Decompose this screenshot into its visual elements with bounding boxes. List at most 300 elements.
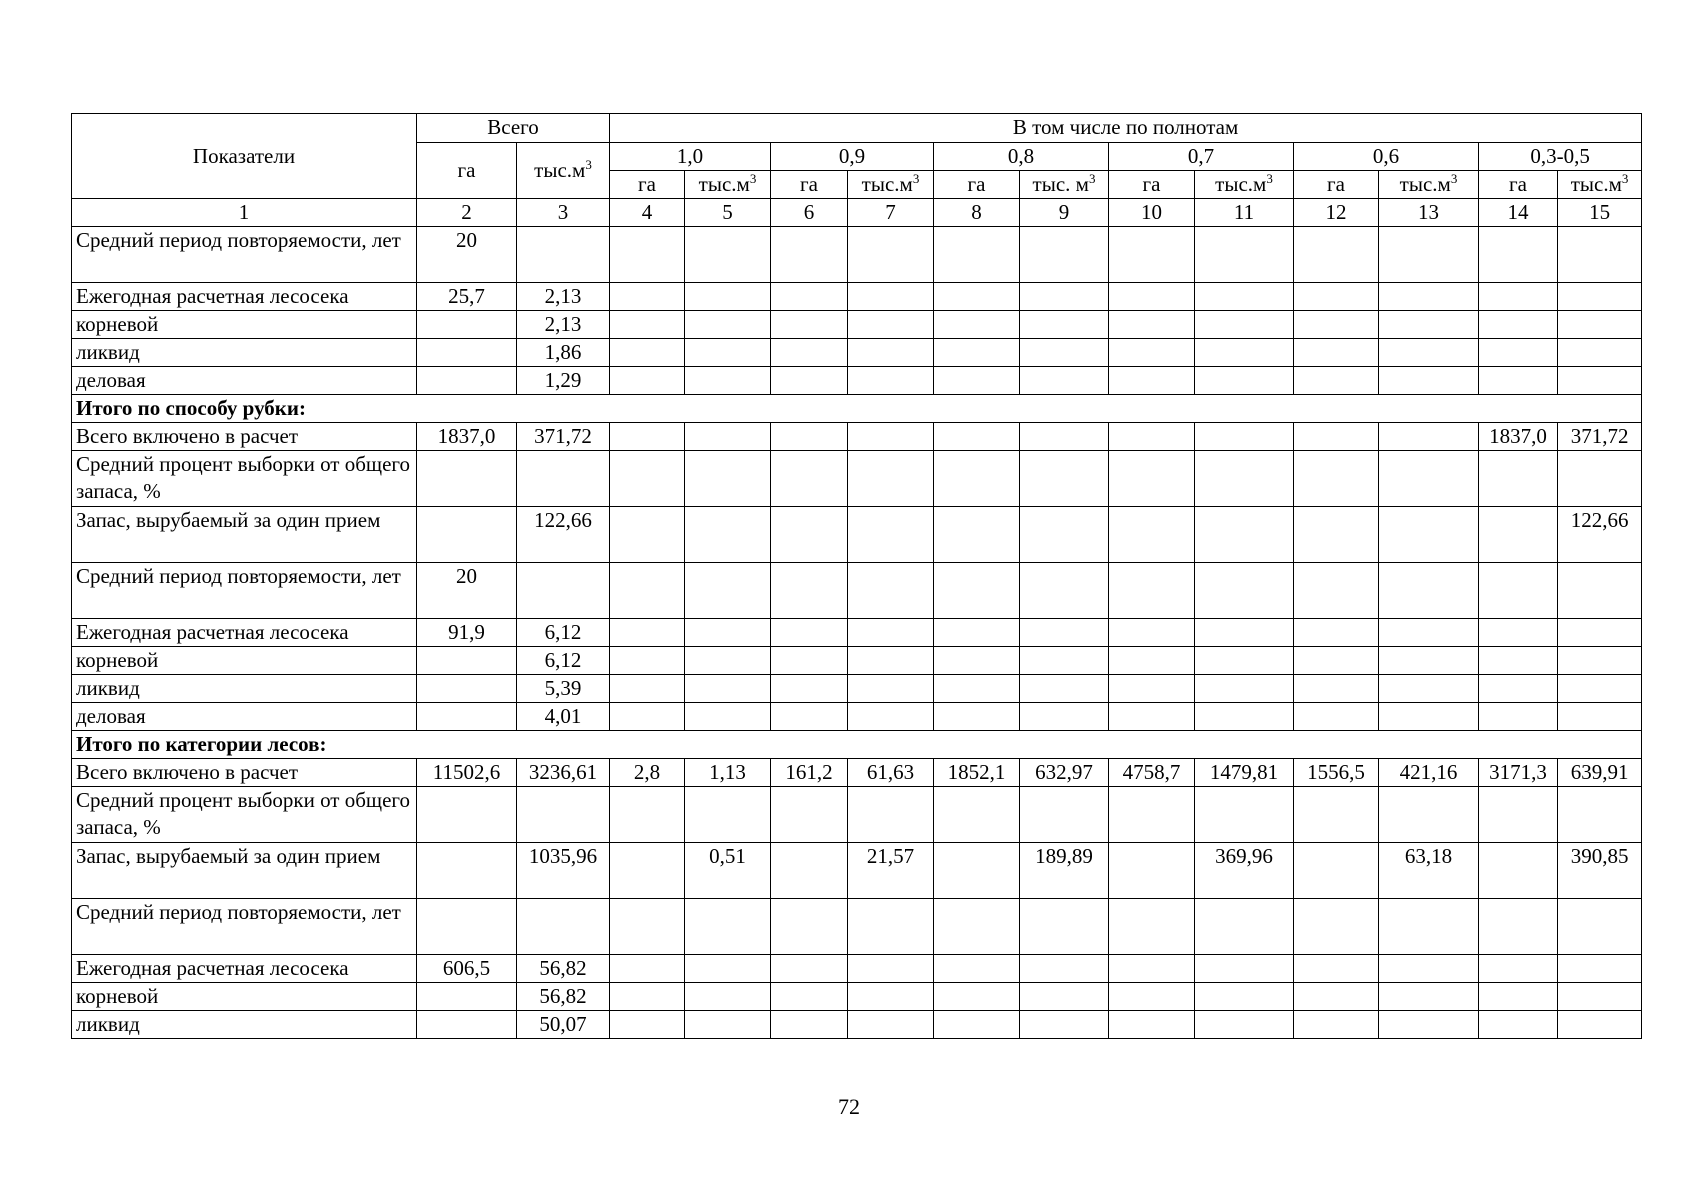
section-title: Итого по способу рубки:	[72, 395, 1642, 423]
table-cell	[1109, 283, 1195, 311]
table-cell: 4758,7	[1109, 759, 1195, 787]
row-label: деловая	[72, 703, 417, 731]
table-cell	[1479, 675, 1558, 703]
table-cell	[1479, 367, 1558, 395]
row-label: корневой	[72, 647, 417, 675]
table-cell	[848, 507, 934, 563]
header-density-3: 0,8	[934, 143, 1109, 171]
table-cell	[1020, 983, 1109, 1011]
table-cell	[610, 227, 685, 283]
table-cell	[771, 227, 848, 283]
row-label: Средний процент выборки от общего запаса, %	[72, 451, 417, 507]
table-row	[72, 983, 1642, 1011]
table-cell	[517, 899, 610, 955]
table-cell	[610, 983, 685, 1011]
table-cell	[1020, 675, 1109, 703]
table-cell	[685, 367, 771, 395]
table-cell: 161,2	[771, 759, 848, 787]
header-ha: га	[1479, 171, 1558, 199]
column-index: 13	[1379, 199, 1479, 227]
table-cell	[1195, 227, 1294, 283]
table-cell: 1035,96	[517, 843, 610, 899]
table-cell: 61,63	[848, 759, 934, 787]
table-cell	[1020, 423, 1109, 451]
table-cell	[610, 283, 685, 311]
table-cell	[1479, 647, 1558, 675]
row-label: корневой	[72, 311, 417, 339]
table-cell	[1294, 983, 1379, 1011]
header-ha: га	[771, 171, 848, 199]
table-cell	[1109, 507, 1195, 563]
table-cell	[1479, 955, 1558, 983]
table-cell	[1109, 703, 1195, 731]
table-cell	[934, 311, 1020, 339]
table-cell	[685, 703, 771, 731]
table-cell	[610, 451, 685, 507]
table-cell	[1479, 563, 1558, 619]
table-cell: 122,66	[1558, 507, 1642, 563]
table-cell	[1020, 703, 1109, 731]
table-cell	[417, 451, 517, 507]
header-ha: га	[934, 171, 1020, 199]
column-index: 4	[610, 199, 685, 227]
table-cell	[1379, 507, 1479, 563]
table-cell	[1109, 843, 1195, 899]
header-density-5: 0,6	[1294, 143, 1479, 171]
table-cell: 56,82	[517, 955, 610, 983]
table-cell	[1294, 451, 1379, 507]
section-row	[72, 731, 1642, 759]
table-cell	[417, 1011, 517, 1039]
table-cell	[610, 563, 685, 619]
row-label: Средний период повторяемости, лет	[72, 227, 417, 283]
table-cell	[934, 619, 1020, 647]
table-cell	[1479, 787, 1558, 843]
table-cell	[1379, 451, 1479, 507]
table-cell	[1020, 339, 1109, 367]
table-cell	[1479, 619, 1558, 647]
table-cell: 2,13	[517, 283, 610, 311]
table-cell	[848, 227, 934, 283]
table-cell	[685, 451, 771, 507]
table-cell	[1294, 675, 1379, 703]
table-cell	[934, 675, 1020, 703]
table-cell	[1020, 507, 1109, 563]
table-cell	[1558, 339, 1642, 367]
table-row	[72, 283, 1642, 311]
table-cell	[771, 787, 848, 843]
header-thous-m3: $тыс.м^3$	[848, 171, 934, 199]
table-cell	[1379, 227, 1479, 283]
row-label: Всего включено в расчет	[72, 423, 417, 451]
table-cell	[1109, 367, 1195, 395]
table-cell	[1109, 787, 1195, 843]
table-cell	[1020, 899, 1109, 955]
table-cell: 122,66	[517, 507, 610, 563]
column-index: 6	[771, 199, 848, 227]
table-cell	[771, 1011, 848, 1039]
table-cell: 369,96	[1195, 843, 1294, 899]
table-cell	[1195, 423, 1294, 451]
row-label: Ежегодная расчетная лесосека	[72, 619, 417, 647]
table-cell: 371,72	[517, 423, 610, 451]
table-cell	[685, 899, 771, 955]
table-cell	[771, 311, 848, 339]
table-header	[72, 114, 1642, 227]
table-cell	[1294, 507, 1379, 563]
header-thous-m3: тыс. $м^3$	[1020, 171, 1109, 199]
table-cell	[417, 843, 517, 899]
table-cell: 632,97	[1020, 759, 1109, 787]
table-cell	[417, 983, 517, 1011]
table-cell	[610, 843, 685, 899]
header-total-ha: га	[417, 143, 517, 199]
table-cell	[685, 283, 771, 311]
table-cell: 4,01	[517, 703, 610, 731]
table-cell: 1837,0	[1479, 423, 1558, 451]
table-cell: 20	[417, 227, 517, 283]
table-cell	[771, 955, 848, 983]
table-cell	[771, 283, 848, 311]
table-cell	[1109, 955, 1195, 983]
table-cell	[1195, 451, 1294, 507]
header-ha: га	[1109, 171, 1195, 199]
table-row	[72, 899, 1642, 955]
table-cell: 5,39	[517, 675, 610, 703]
table-cell	[610, 423, 685, 451]
table-cell	[610, 311, 685, 339]
column-index: 9	[1020, 199, 1109, 227]
table-row	[72, 367, 1642, 395]
table-cell	[1558, 227, 1642, 283]
table-cell: 1,86	[517, 339, 610, 367]
table-cell	[934, 1011, 1020, 1039]
column-index: 11	[1195, 199, 1294, 227]
row-label: Средний процент выборки от общего запаса, %	[72, 787, 417, 843]
table-cell	[771, 451, 848, 507]
table-cell	[771, 899, 848, 955]
table-cell	[685, 955, 771, 983]
table-cell	[685, 311, 771, 339]
table-cell: 3171,3	[1479, 759, 1558, 787]
table-row	[72, 647, 1642, 675]
row-label: ликвид	[72, 1011, 417, 1039]
table-cell: 189,89	[1020, 843, 1109, 899]
table-cell	[848, 367, 934, 395]
table-cell	[1020, 647, 1109, 675]
table-cell	[771, 563, 848, 619]
table-cell	[1109, 983, 1195, 1011]
table-cell	[417, 647, 517, 675]
header-thous-m3: $тыс.м^3$	[685, 171, 771, 199]
row-label: ликвид	[72, 675, 417, 703]
table-row	[72, 843, 1642, 899]
table-cell	[517, 563, 610, 619]
table-cell: 371,72	[1558, 423, 1642, 451]
row-label: Запас, вырубаемый за один прием	[72, 843, 417, 899]
table-cell	[771, 703, 848, 731]
table-cell	[1479, 451, 1558, 507]
table-cell	[1195, 507, 1294, 563]
table-cell: 21,57	[848, 843, 934, 899]
header-ha: га	[1294, 171, 1379, 199]
table-cell	[685, 647, 771, 675]
table-cell	[848, 311, 934, 339]
table-cell	[1379, 983, 1479, 1011]
table-cell	[1109, 227, 1195, 283]
table-cell	[1020, 367, 1109, 395]
table-cell	[1558, 955, 1642, 983]
table-cell: 50,07	[517, 1011, 610, 1039]
table-cell	[934, 703, 1020, 731]
table-cell	[1379, 703, 1479, 731]
table-cell	[1294, 367, 1379, 395]
table-cell	[934, 955, 1020, 983]
table-cell	[610, 1011, 685, 1039]
header-density-1: 1,0	[610, 143, 771, 171]
table-row	[72, 675, 1642, 703]
table-cell	[1294, 703, 1379, 731]
table-cell	[417, 339, 517, 367]
table-cell	[685, 339, 771, 367]
table-cell	[848, 451, 934, 507]
table-cell	[934, 451, 1020, 507]
table-cell: 63,18	[1379, 843, 1479, 899]
table-cell	[771, 339, 848, 367]
table-cell	[1294, 339, 1379, 367]
table-cell: 1556,5	[1294, 759, 1379, 787]
table-cell	[1558, 787, 1642, 843]
table-cell	[1558, 703, 1642, 731]
table-cell	[417, 367, 517, 395]
table-cell	[934, 227, 1020, 283]
table-cell: 390,85	[1558, 843, 1642, 899]
table-cell	[1109, 1011, 1195, 1039]
table-cell	[848, 675, 934, 703]
table-cell	[1558, 563, 1642, 619]
table-cell	[1479, 703, 1558, 731]
table-cell	[848, 1011, 934, 1039]
table-cell	[685, 423, 771, 451]
table-cell	[1020, 1011, 1109, 1039]
table-cell	[417, 899, 517, 955]
table-cell	[848, 283, 934, 311]
table-cell	[1195, 339, 1294, 367]
table-cell	[771, 507, 848, 563]
table-cell	[610, 507, 685, 563]
table-cell	[1109, 423, 1195, 451]
header-indicators: Показатели	[72, 114, 417, 199]
table-cell: 3236,61	[517, 759, 610, 787]
table-cell	[1379, 339, 1479, 367]
table-cell	[1294, 619, 1379, 647]
table-cell	[417, 675, 517, 703]
table-cell	[934, 843, 1020, 899]
table-cell	[934, 507, 1020, 563]
table-cell	[685, 619, 771, 647]
table-cell	[1379, 899, 1479, 955]
table-cell	[1294, 563, 1379, 619]
table-cell	[1109, 619, 1195, 647]
header-by-density: В том числе по полнотам	[610, 114, 1642, 143]
table-cell	[1558, 619, 1642, 647]
table-cell	[1479, 311, 1558, 339]
table-cell	[1020, 787, 1109, 843]
table-cell	[1558, 983, 1642, 1011]
table-cell	[1109, 311, 1195, 339]
table-cell	[1558, 367, 1642, 395]
table-cell	[1379, 311, 1479, 339]
table-cell	[1109, 899, 1195, 955]
table-row	[72, 339, 1642, 367]
table-cell	[1558, 283, 1642, 311]
header-ha: га	[610, 171, 685, 199]
table-cell	[848, 647, 934, 675]
table-row	[72, 1011, 1642, 1039]
table-cell	[1479, 283, 1558, 311]
table-cell	[1558, 647, 1642, 675]
table-cell	[1195, 311, 1294, 339]
table-cell	[1379, 619, 1479, 647]
column-index: 5	[685, 199, 771, 227]
column-index: 3	[517, 199, 610, 227]
table-cell	[1379, 563, 1479, 619]
table-cell	[1379, 955, 1479, 983]
table-cell	[934, 647, 1020, 675]
row-label: Средний период повторяемости, лет	[72, 899, 417, 955]
table-cell	[685, 563, 771, 619]
column-index: 10	[1109, 199, 1195, 227]
table-cell	[1109, 563, 1195, 619]
table-cell	[771, 983, 848, 1011]
table-cell	[1195, 787, 1294, 843]
table-cell	[417, 787, 517, 843]
table-cell	[848, 703, 934, 731]
table-cell	[1294, 955, 1379, 983]
column-index: 2	[417, 199, 517, 227]
table-cell	[1195, 563, 1294, 619]
table-cell: 421,16	[1379, 759, 1479, 787]
table-cell	[610, 619, 685, 647]
table-cell	[517, 787, 610, 843]
table-cell	[1294, 647, 1379, 675]
table-cell	[1379, 283, 1479, 311]
table-cell	[610, 647, 685, 675]
page-number: 72	[838, 1094, 860, 1119]
table-cell	[1379, 423, 1479, 451]
header-total-thous-m3: $тыс.м^3$	[517, 143, 610, 199]
table-cell	[1109, 675, 1195, 703]
table-cell	[610, 339, 685, 367]
table-cell: 0,51	[685, 843, 771, 899]
table-cell	[417, 311, 517, 339]
table-cell	[1195, 283, 1294, 311]
table-cell	[610, 955, 685, 983]
table-row	[72, 423, 1642, 451]
table-cell	[685, 507, 771, 563]
table-cell	[1195, 899, 1294, 955]
column-index: 12	[1294, 199, 1379, 227]
table-cell	[1294, 787, 1379, 843]
table-cell	[1558, 311, 1642, 339]
row-label: Ежегодная расчетная лесосека	[72, 283, 417, 311]
table-cell: 11502,6	[417, 759, 517, 787]
row-label: Запас, вырубаемый за один прием	[72, 507, 417, 563]
table-row	[72, 703, 1642, 731]
table-cell	[1294, 227, 1379, 283]
table-row	[72, 507, 1642, 563]
table-row	[72, 563, 1642, 619]
header-total: Всего	[417, 114, 610, 143]
table-cell	[1379, 647, 1479, 675]
table-cell	[848, 563, 934, 619]
row-label: Средний период повторяемости, лет	[72, 563, 417, 619]
row-label: деловая	[72, 367, 417, 395]
table-cell	[685, 227, 771, 283]
table-row	[72, 619, 1642, 647]
table-cell	[517, 451, 610, 507]
table-row	[72, 451, 1642, 507]
table-cell	[1109, 339, 1195, 367]
table-cell: 639,91	[1558, 759, 1642, 787]
column-index: 15	[1558, 199, 1642, 227]
column-index: 14	[1479, 199, 1558, 227]
table-cell	[771, 423, 848, 451]
table-cell: 6,12	[517, 647, 610, 675]
column-index: 1	[72, 199, 417, 227]
table-cell	[934, 983, 1020, 1011]
header-thous-m3: $тыс.м^3$	[1195, 171, 1294, 199]
table-cell	[1558, 675, 1642, 703]
table-cell	[1294, 1011, 1379, 1039]
table-cell	[610, 675, 685, 703]
table-cell	[934, 899, 1020, 955]
table-cell	[1379, 675, 1479, 703]
table-cell	[1195, 619, 1294, 647]
table-cell	[1109, 647, 1195, 675]
table-cell	[417, 507, 517, 563]
header-thous-m3: $тыс.м^3$	[1379, 171, 1479, 199]
table-cell: 56,82	[517, 983, 610, 1011]
table-cell	[1020, 619, 1109, 647]
row-label: ликвид	[72, 339, 417, 367]
table-cell	[1109, 451, 1195, 507]
table-cell: 91,9	[417, 619, 517, 647]
header-thous-m3: $тыс.м^3$	[1558, 171, 1642, 199]
table-cell	[1020, 955, 1109, 983]
table-cell: 2,13	[517, 311, 610, 339]
table-cell	[417, 703, 517, 731]
table-cell	[1379, 1011, 1479, 1039]
table-cell	[1020, 451, 1109, 507]
section-title: Итого по категории лесов:	[72, 731, 1642, 759]
table-cell	[1479, 507, 1558, 563]
table-cell	[1558, 1011, 1642, 1039]
table-row	[72, 227, 1642, 283]
table-cell	[848, 787, 934, 843]
table-cell	[934, 423, 1020, 451]
column-index-row	[72, 199, 1642, 227]
table-cell	[610, 787, 685, 843]
table-cell	[1195, 675, 1294, 703]
table-cell: 1,29	[517, 367, 610, 395]
table-cell	[934, 563, 1020, 619]
table-cell: 1852,1	[934, 759, 1020, 787]
table-cell	[610, 367, 685, 395]
table-cell	[1020, 563, 1109, 619]
table-cell	[934, 367, 1020, 395]
column-index: 8	[934, 199, 1020, 227]
